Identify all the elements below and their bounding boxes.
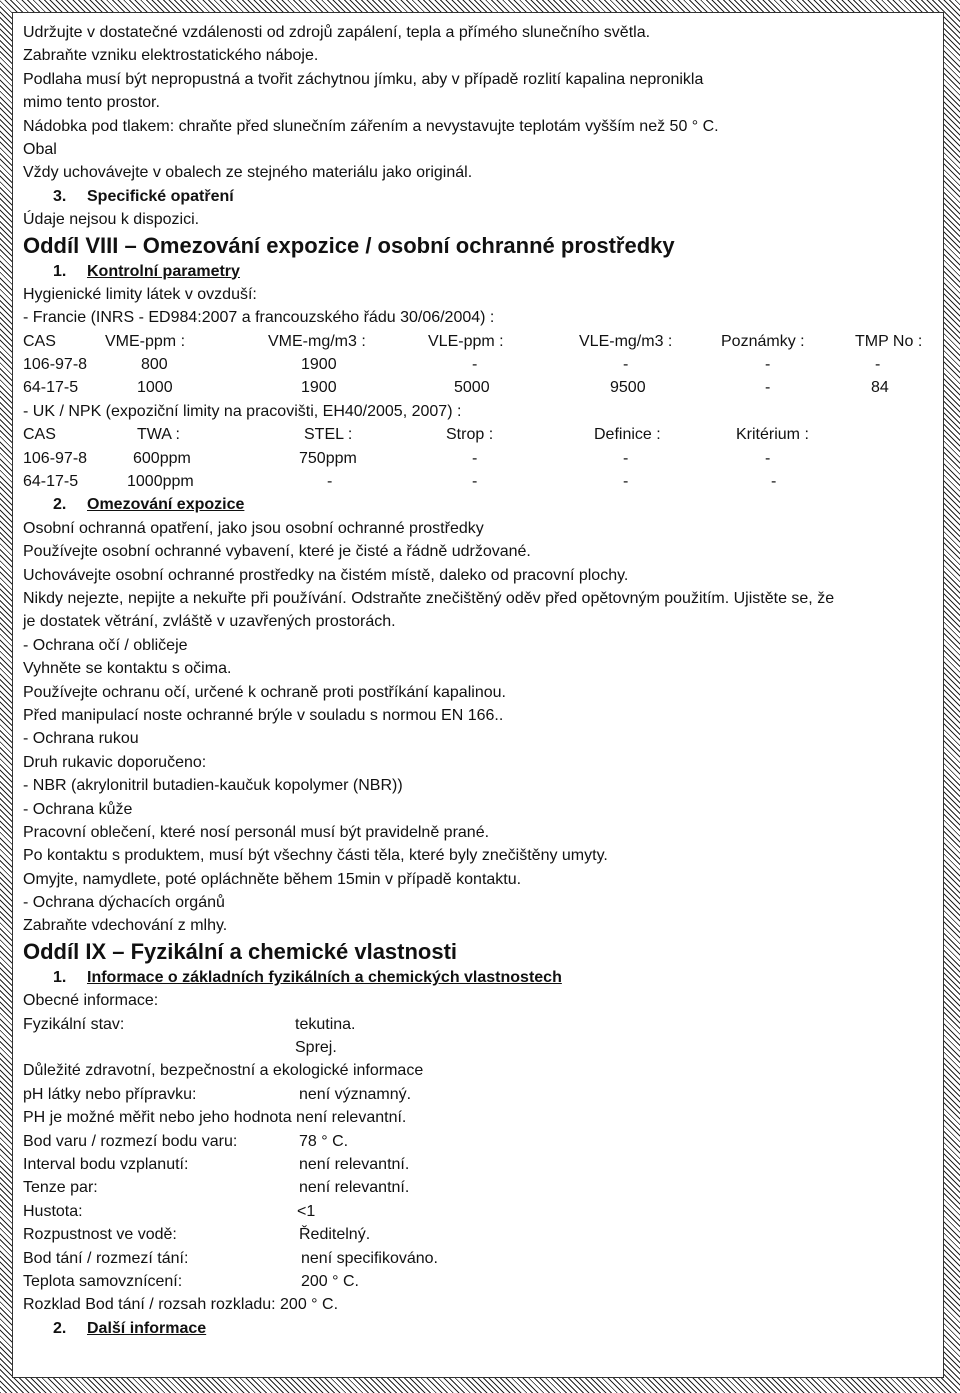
section-heading: Oddíl VIII – Omezování expozice / osobní ochranné prostředky bbox=[23, 232, 675, 258]
text-line: Po kontaktu s produktem, musí být všechny části těla, které byly znečištěny umyty. bbox=[23, 847, 608, 865]
property-label: Bod varu / rozmezí bodu varu: bbox=[23, 1132, 238, 1150]
text-line: - NBR (akrylonitril butadien-kaučuk kopolymer (NBR)) bbox=[23, 777, 403, 795]
table-cell: 800 bbox=[141, 356, 168, 374]
text-line: Vždy uchovávejte v obalech ze stejného materiálu jako originál. bbox=[23, 164, 473, 182]
table-cell: 5000 bbox=[454, 379, 490, 397]
property-row bbox=[23, 1176, 933, 1199]
property-value: 200 ° C. bbox=[301, 1272, 359, 1290]
subsection-title: Informace o základních fyzikálních a chemických vlastnostech bbox=[87, 968, 562, 986]
table-header-cell: VME-mg/m3 : bbox=[268, 332, 366, 350]
text-line: - Ochrana očí / obličeje bbox=[23, 636, 188, 654]
table-header-cell: Kritérium : bbox=[736, 426, 809, 444]
text-line: Pracovní oblečení, které nosí personál musí být pravidelně prané. bbox=[23, 823, 490, 841]
text-line: Používejte osobní ochranné vybavení, které je čisté a řádně udržované. bbox=[23, 543, 531, 561]
table-cell: 9500 bbox=[610, 379, 646, 397]
property-row bbox=[23, 1270, 933, 1293]
table-cell: - bbox=[771, 473, 777, 491]
text-line: Omyjte, namydlete, poté opláchněte během 15min v případě kontaktu. bbox=[23, 870, 522, 888]
property-value: není specifikováno. bbox=[301, 1249, 438, 1267]
text-line: Uchovávejte osobní ochranné prostředky na čistém místě, daleko od pracovní plochy. bbox=[23, 566, 629, 584]
table-cell: - bbox=[765, 449, 771, 467]
subsection-title: Kontrolní parametry bbox=[87, 262, 240, 280]
text-line: Nádobka pod tlakem: chraňte před slunečním zářením a nevystavujte teplotám vyšším než 50 ° C. bbox=[23, 117, 719, 135]
property-value: Sprej. bbox=[295, 1039, 337, 1057]
table-cell: - bbox=[765, 379, 771, 397]
text-line: Vyhněte se kontaktu s očima. bbox=[23, 660, 232, 678]
table-cell: 64-17-5 bbox=[23, 473, 79, 491]
table-header-cell: TWA : bbox=[137, 426, 180, 444]
property-label: Rozpustnost ve vodě: bbox=[23, 1226, 177, 1244]
table-header-cell: STEL : bbox=[304, 426, 353, 444]
property-label: Interval bodu vzplanutí: bbox=[23, 1155, 189, 1173]
france-limits-table bbox=[23, 330, 933, 400]
property-row bbox=[23, 1083, 933, 1106]
text-line: Důležité zdravotní, bezpečnostní a ekologické informace bbox=[23, 1062, 424, 1080]
text-line: Hygienické limity látek v ovzduší: bbox=[23, 285, 257, 303]
section-heading: Oddíl IX – Fyzikální a chemické vlastnosti bbox=[23, 938, 458, 964]
table-cell: - bbox=[623, 449, 629, 467]
table-cell: 1900 bbox=[301, 356, 337, 374]
property-label: Fyzikální stav: bbox=[23, 1015, 125, 1033]
table-cell: - bbox=[472, 356, 478, 374]
table-cell: - bbox=[875, 356, 881, 374]
property-value: Ředitelný. bbox=[299, 1226, 371, 1244]
text-line: Druh rukavic doporučeno: bbox=[23, 753, 207, 771]
property-label: Tenze par: bbox=[23, 1179, 98, 1197]
table-header-row bbox=[23, 423, 933, 446]
document-page bbox=[12, 12, 944, 1378]
table-cell: 84 bbox=[871, 379, 889, 397]
text-line: Údaje nejsou k dispozici. bbox=[23, 211, 200, 229]
property-row bbox=[23, 1153, 933, 1176]
text-line: Udržujte v dostatečné vzdálenosti od zdrojů zapálení, tepla a přímého slunečního světla. bbox=[23, 24, 651, 41]
subsection-heading bbox=[23, 260, 933, 283]
table-header-cell: VLE-ppm : bbox=[428, 332, 504, 350]
table-header-cell: CAS bbox=[23, 332, 56, 350]
table-header-cell: TMP No : bbox=[855, 332, 923, 350]
property-label: Hustota: bbox=[23, 1202, 83, 1220]
subsection-number: 2. bbox=[53, 496, 67, 514]
subsection-title: Další informace bbox=[87, 1319, 207, 1337]
table-header-cell: CAS bbox=[23, 426, 56, 444]
text-line: Osobní ochranná opatření, jako jsou osobní ochranné prostředky bbox=[23, 519, 484, 537]
property-value: není relevantní. bbox=[299, 1155, 410, 1173]
table-cell: 600ppm bbox=[133, 449, 191, 467]
property-row bbox=[23, 1200, 933, 1223]
text-line: PH je možné měřit nebo jeho hodnota není relevantní. bbox=[23, 1109, 407, 1127]
property-row bbox=[23, 1223, 933, 1246]
property-row bbox=[23, 1130, 933, 1153]
table-cell: - bbox=[327, 473, 333, 491]
text-line: - Ochrana rukou bbox=[23, 730, 139, 748]
text-line: Obecné informace: bbox=[23, 992, 159, 1010]
subsection-number: 1. bbox=[53, 262, 67, 280]
table-cell: - bbox=[472, 473, 478, 491]
subsection-title: Omezování expozice bbox=[87, 496, 245, 514]
text-line: Nikdy nejezte, nepijte a nekuřte při používání. Odstraňte znečištěný oděv před opětovným použitím. Ujistěte se, že bbox=[23, 589, 835, 607]
property-row bbox=[23, 1247, 933, 1270]
text-line: je dostatek větrání, zvláště v uzavřených prostorách. bbox=[23, 613, 396, 631]
text-line: Používejte ochranu očí, určené k ochraně proti postříkání kapalinou. bbox=[23, 683, 506, 701]
table-cell: 64-17-5 bbox=[23, 379, 79, 397]
text-line: mimo tento prostor. bbox=[23, 94, 160, 112]
text-line: Zabraňte vdechování z mlhy. bbox=[23, 917, 228, 935]
text-line: - UK / NPK (expoziční limity na pracovišti, EH40/2005, 2007) : bbox=[23, 402, 462, 420]
property-value: 78 ° C. bbox=[299, 1132, 349, 1150]
table-header-cell: Strop : bbox=[446, 426, 494, 444]
uk-limits-table bbox=[23, 423, 933, 493]
property-label: Teplota samovznícení: bbox=[23, 1272, 183, 1290]
text-line: Před manipulací noste ochranné brýle v souladu s normou EN 166.. bbox=[23, 706, 504, 724]
property-value: tekutina. bbox=[295, 1015, 356, 1033]
text-line: Zabraňte vzniku elektrostatického náboje. bbox=[23, 47, 319, 65]
table-cell: - bbox=[765, 356, 771, 374]
text-line: - Ochrana dýchacích orgánů bbox=[23, 894, 225, 912]
table-row bbox=[23, 470, 933, 493]
property-row bbox=[23, 1013, 933, 1036]
table-cell: - bbox=[472, 449, 478, 467]
property-value: není relevantní. bbox=[299, 1179, 410, 1197]
text-line: Podlaha musí být nepropustná a tvořit záchytnou jímku, aby v případě rozlití kapalina nepronikla bbox=[23, 70, 704, 88]
property-label: Bod tání / rozmezí tání: bbox=[23, 1249, 189, 1267]
table-header-cell: Definice : bbox=[594, 426, 661, 444]
table-cell: 1000ppm bbox=[127, 473, 194, 491]
subsection-heading bbox=[23, 185, 933, 208]
property-row bbox=[23, 1036, 933, 1059]
subsection-title: Specifické opatření bbox=[87, 187, 234, 205]
subsection-heading bbox=[23, 966, 933, 989]
property-value: <1 bbox=[297, 1202, 316, 1220]
subsection-heading bbox=[23, 1317, 933, 1340]
table-row bbox=[23, 447, 933, 470]
document-content bbox=[23, 21, 933, 1340]
text-line: Obal bbox=[23, 140, 57, 158]
table-row bbox=[23, 353, 933, 376]
text-line: Rozklad Bod tání / rozsah rozkladu: 200 ° C. bbox=[23, 1296, 339, 1314]
table-row bbox=[23, 376, 933, 399]
property-label: pH látky nebo přípravku: bbox=[23, 1085, 197, 1103]
text-line: - Francie (INRS - ED984:2007 a francouzského řádu 30/06/2004) : bbox=[23, 309, 495, 327]
subsection-number: 3. bbox=[53, 187, 67, 205]
subsection-number: 1. bbox=[53, 968, 67, 986]
table-header-cell: VME-ppm : bbox=[105, 332, 186, 350]
text-line: - Ochrana kůže bbox=[23, 800, 133, 818]
subsection-heading bbox=[23, 493, 933, 516]
table-cell: - bbox=[623, 356, 629, 374]
table-header-row bbox=[23, 330, 933, 353]
subsection-number: 2. bbox=[53, 1319, 67, 1337]
table-cell: 1000 bbox=[137, 379, 173, 397]
table-cell: 750ppm bbox=[299, 449, 357, 467]
table-header-cell: VLE-mg/m3 : bbox=[579, 332, 673, 350]
table-cell: 106-97-8 bbox=[23, 356, 88, 374]
property-value: není významný. bbox=[299, 1085, 412, 1103]
table-cell: - bbox=[623, 473, 629, 491]
table-cell: 1900 bbox=[301, 379, 337, 397]
table-cell: 106-97-8 bbox=[23, 449, 88, 467]
table-header-cell: Poznámky : bbox=[721, 332, 805, 350]
